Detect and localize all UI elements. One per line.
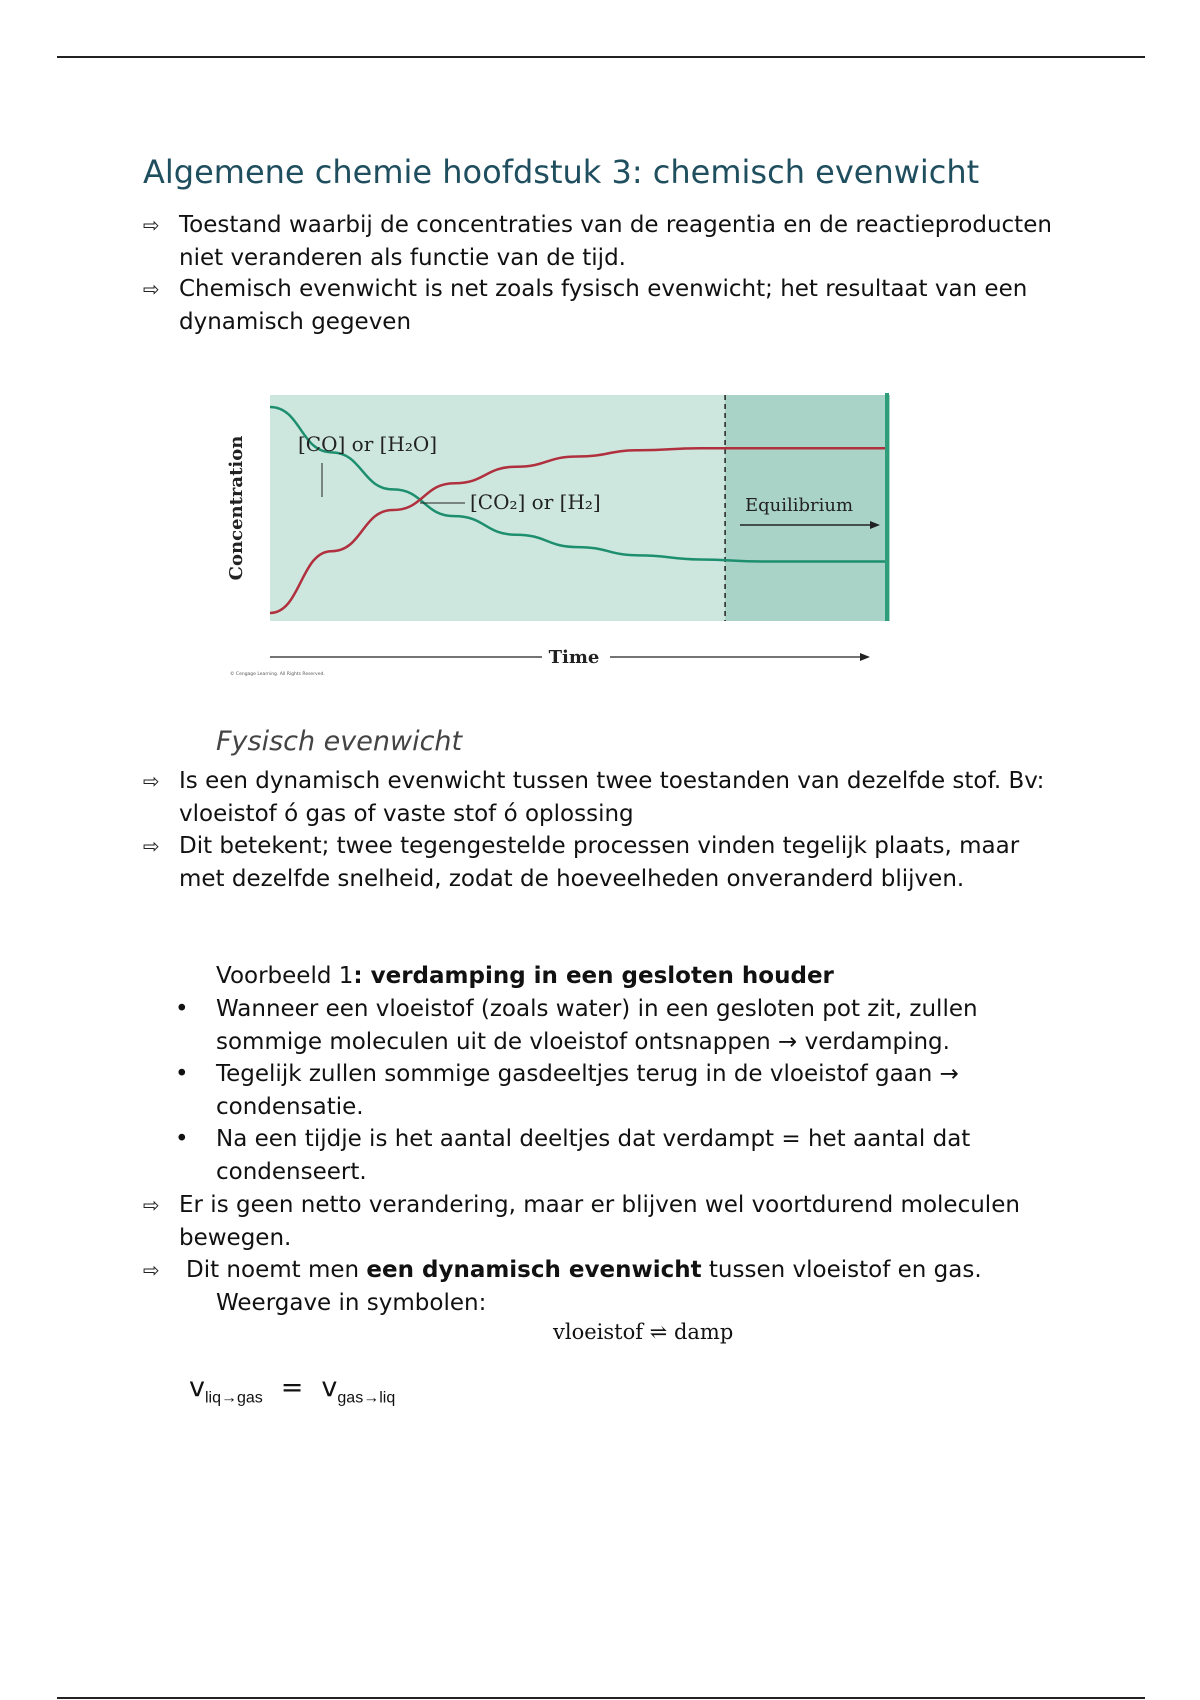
copyright-text: © Cengage Learning. All Rights Reserved.: [230, 672, 325, 677]
example-bullet: [175, 1058, 1075, 1123]
x-axis-arrow-head: [860, 653, 870, 661]
closing-point-text: [186, 1254, 1063, 1287]
physical-point: [143, 830, 1063, 895]
footer-rule: [57, 1697, 1145, 1699]
intro-point: [143, 273, 1063, 338]
arrow-bullet-icon: ⇨: [143, 1258, 160, 1282]
arrow-bullet-icon: ⇨: [143, 213, 160, 237]
arrow-bullet-icon: ⇨: [143, 834, 160, 858]
arrow-bullet-icon: ⇨: [143, 769, 160, 793]
velocity-equation: [189, 1372, 395, 1407]
example-bullet-text: Na een tijdje is het aantal deeltjes dat verdampt = het aantal dat condenseert.: [216, 1126, 971, 1185]
example-heading: [216, 960, 834, 993]
example-bullet: [175, 1123, 1075, 1188]
velocity-left-subscript: liq→gas: [204, 1389, 263, 1407]
header-rule: [57, 56, 1145, 58]
velocity-right-symbol: v: [321, 1372, 338, 1403]
closing-text-post: tussen vloeistof en gas.: [701, 1257, 982, 1283]
velocity-right-subscript: gas→liq: [337, 1389, 396, 1407]
x-axis-label: Time: [548, 647, 600, 668]
example-bullet: [175, 993, 1075, 1058]
arrow-bullet-icon: ⇨: [143, 1193, 160, 1217]
physical-point-text: Dit betekent; twee tegengestelde processen vinden tegelijk plaats, maar met dezelfde snelheid, zodat de hoeveelheden onveranderd blijven.: [179, 833, 1020, 892]
closing-text-bold: een dynamisch evenwicht: [366, 1257, 702, 1283]
page-title: Algemene chemie hoofdstuk 3: chemisch evenwicht: [143, 153, 980, 191]
bullet-dot-icon: •: [175, 996, 189, 1022]
equilibrium-label: Equilibrium: [745, 495, 854, 516]
example-label: Voorbeeld 1: [216, 963, 354, 989]
concentration-chart: [220, 385, 900, 685]
intro-point-text: Chemisch evenwicht is net zoals fysisch evenwicht; het resultaat van een dynamisch gegeven: [179, 276, 1028, 335]
equilibrium-equation: vloeistof ⇌ damp: [553, 1320, 734, 1344]
legend-label-co-h2o: [CO] or [H₂O]: [298, 432, 438, 456]
intro-point-text: Toestand waarbij de concentraties van de reagentia en de reactieproducten niet veranderen als functie van de tijd.: [179, 212, 1052, 271]
example-title: : verdamping in een gesloten houder: [353, 963, 834, 989]
example-bullet-text: Tegelijk zullen sommige gasdeeltjes terug in de vloeistof gaan → condensatie.: [216, 1061, 959, 1120]
section-heading: Fysisch evenwicht: [216, 726, 463, 757]
closing-point: [143, 1254, 1063, 1287]
closing-point: [143, 1189, 1063, 1254]
closing-text-pre: Dit noemt men: [186, 1257, 367, 1283]
bullet-dot-icon: •: [175, 1126, 189, 1152]
arrow-bullet-icon: ⇨: [143, 277, 160, 301]
legend-label-co2-h2: [CO₂] or [H₂]: [470, 490, 601, 514]
example-bullet-text: Wanneer een vloeistof (zoals water) in een gesloten pot zit, zullen sommige moleculen uit de vloeistof ontsnappen → verdamping.: [216, 996, 978, 1055]
velocity-left-symbol: v: [189, 1372, 205, 1403]
intro-point: [143, 209, 1063, 274]
bullet-dot-icon: •: [175, 1061, 189, 1087]
physical-point-text: Is een dynamisch evenwicht tussen twee toestanden van dezelfde stof. Bv: vloeistof ó gas of vaste stof ó oplossing: [179, 768, 1045, 827]
equals-sign: =: [280, 1372, 304, 1403]
y-axis-label: Concentration: [226, 435, 247, 581]
closing-point-text: Er is geen netto verandering, maar er blijven wel voortdurend moleculen bewegen.: [179, 1192, 1020, 1251]
physical-point: [143, 765, 1063, 830]
symbols-label: Weergave in symbolen:: [216, 1290, 487, 1316]
